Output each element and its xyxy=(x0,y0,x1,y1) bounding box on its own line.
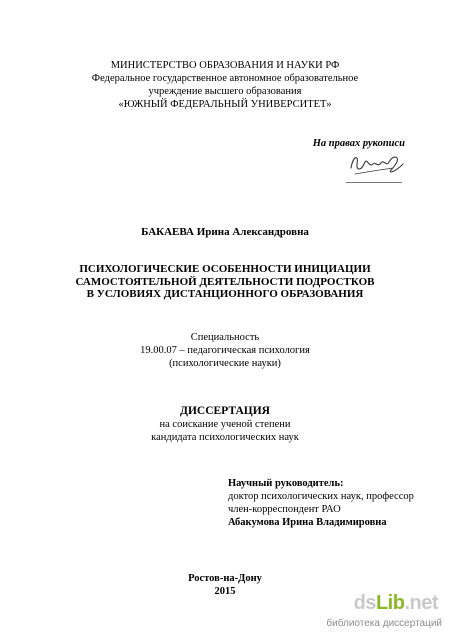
university-name: «ЮЖНЫЙ ФЕДЕРАЛЬНЫЙ УНИВЕРСИТЕТ» xyxy=(118,99,332,110)
author-name: БАКАЕВА Ирина Александровна xyxy=(141,226,309,238)
supervisor-label: Научный руководитель: xyxy=(228,478,344,489)
title-line: В УСЛОВИЯХ ДИСТАНЦИОННОГО ОБРАЗОВАНИЯ xyxy=(86,288,364,300)
supervisor-rank: член-корреспондент РАО xyxy=(228,504,341,515)
dslib-logo xyxy=(354,592,438,615)
dslib-watermark xyxy=(326,592,450,637)
degree-line-2: кандидата психологических наук xyxy=(151,432,299,443)
title-line: ПСИХОЛОГИЧЕСКИЕ ОСОБЕННОСТИ ИНИЦИАЦИИ xyxy=(79,263,371,275)
specialty-field: (психологические науки) xyxy=(169,358,281,369)
institution-line-2: учреждение высшего образования xyxy=(148,86,302,97)
handwritten-signature xyxy=(345,148,409,180)
ministry-name: МИНИСТЕРСТВО ОБРАЗОВАНИЯ И НАУКИ РФ xyxy=(110,60,340,71)
institution-header xyxy=(0,59,450,111)
supervisor-degree: доктор психологических наук, профессор xyxy=(228,491,414,502)
supervisor-block xyxy=(228,477,414,529)
title-line: САМОСТОЯТЕЛЬНОЙ ДЕЯТЕЛЬНОСТИ ПОДРОСТКОВ xyxy=(75,275,375,288)
year: 2015 xyxy=(214,586,236,597)
watermark-caption: библиотека диссертаций xyxy=(326,618,442,629)
specialty-block xyxy=(0,331,450,370)
manuscript-rights-note: На правах рукописи xyxy=(312,138,405,149)
degree-line-1: на соискание ученой степени xyxy=(159,419,291,430)
signature-line xyxy=(346,182,402,183)
city: Ростов-на-Дону xyxy=(188,573,262,584)
institution-line-1: Федеральное государственное автономное образовательное xyxy=(91,73,359,84)
specialty-code: 19.00.07 – педагогическая психология xyxy=(140,345,310,356)
logo-part-net: .net xyxy=(404,592,438,614)
supervisor-name: Абакумова Ирина Владимировна xyxy=(228,517,387,528)
dissertation-block xyxy=(0,404,450,444)
specialty-label: Специальность xyxy=(190,332,260,343)
dissertation-title xyxy=(0,263,450,301)
logo-part-ds: ds xyxy=(353,592,376,614)
dissertation-heading: ДИССЕРТАЦИЯ xyxy=(180,405,270,417)
logo-part-lib: Lib xyxy=(375,592,405,614)
